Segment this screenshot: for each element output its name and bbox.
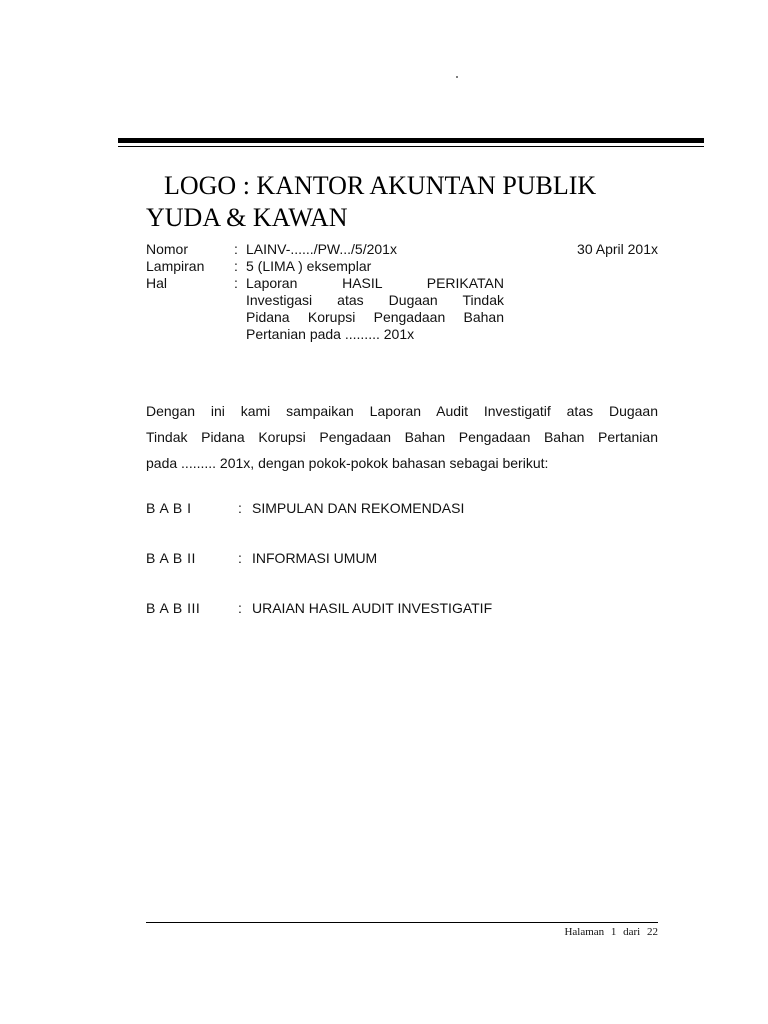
colon: : — [234, 275, 238, 291]
letterhead-line2: YUDA & KAWAN — [146, 203, 348, 232]
page-number: 1 — [610, 926, 617, 938]
lampiran-value: 5 (LIMA ) eksemplar — [246, 258, 372, 274]
page-footer — [560, 926, 658, 938]
meta-row-hal-cont — [146, 292, 666, 309]
letter-meta — [146, 241, 666, 343]
meta-row-hal-cont — [146, 326, 666, 343]
scan-dot — [456, 76, 458, 78]
footer-rule — [146, 922, 658, 923]
body-paragraph — [146, 398, 658, 476]
header-rule-thick — [118, 138, 704, 143]
meta-row-hal-cont — [146, 309, 666, 326]
hal-line: Pertanian pada ......... 201x — [246, 326, 415, 342]
colon: : — [234, 258, 238, 274]
chapter-label: B A B II — [146, 550, 196, 566]
body-line: Tindak Pidana Korupsi Pengadaan Bahan Pengadaan Bahan Pertanian — [146, 429, 658, 445]
colon: : — [238, 550, 242, 566]
chapter-item — [146, 550, 492, 600]
meta-row-hal — [146, 275, 666, 292]
body-line: Dengan ini kami sampaikan Laporan Audit Investigatif atas Dugaan — [146, 403, 658, 419]
nomor-value: LAINV-....../PW.../5/201x — [246, 241, 397, 257]
letterhead — [146, 170, 686, 234]
colon: : — [238, 600, 242, 616]
chapter-item — [146, 600, 492, 650]
halaman-label: Halaman — [564, 926, 605, 938]
colon: : — [238, 500, 242, 516]
colon: : — [234, 241, 238, 257]
hal-line: Investigasi atas Dugaan Tindak — [246, 292, 504, 308]
lampiran-label: Lampiran — [146, 258, 205, 274]
chapter-item — [146, 500, 492, 550]
chapter-title: URAIAN HASIL AUDIT INVESTIGATIF — [252, 600, 493, 616]
hal-line: Pidana Korupsi Pengadaan Bahan — [246, 309, 504, 325]
body-line: pada ......... 201x, dengan pokok-pokok bahasan sebagai berikut: — [146, 455, 549, 471]
page-total: 22 — [647, 926, 658, 938]
letter-date: 30 April 201x — [577, 241, 658, 257]
chapter-label: B A B III — [146, 600, 201, 616]
nomor-label: Nomor — [146, 241, 189, 257]
letterhead-line1: LOGO : KANTOR AKUNTAN PUBLIK — [164, 171, 597, 200]
chapter-list — [146, 500, 492, 650]
hal-line: Laporan HASIL PERIKATAN — [246, 275, 504, 291]
dari-label: dari — [623, 926, 641, 938]
chapter-title: INFORMASI UMUM — [252, 550, 378, 566]
meta-row-lampiran — [146, 258, 666, 275]
chapter-title: SIMPULAN DAN REKOMENDASI — [252, 500, 465, 516]
hal-label: Hal — [146, 275, 168, 291]
chapter-label: B A B I — [146, 500, 192, 516]
header-rule-thin — [118, 146, 704, 147]
